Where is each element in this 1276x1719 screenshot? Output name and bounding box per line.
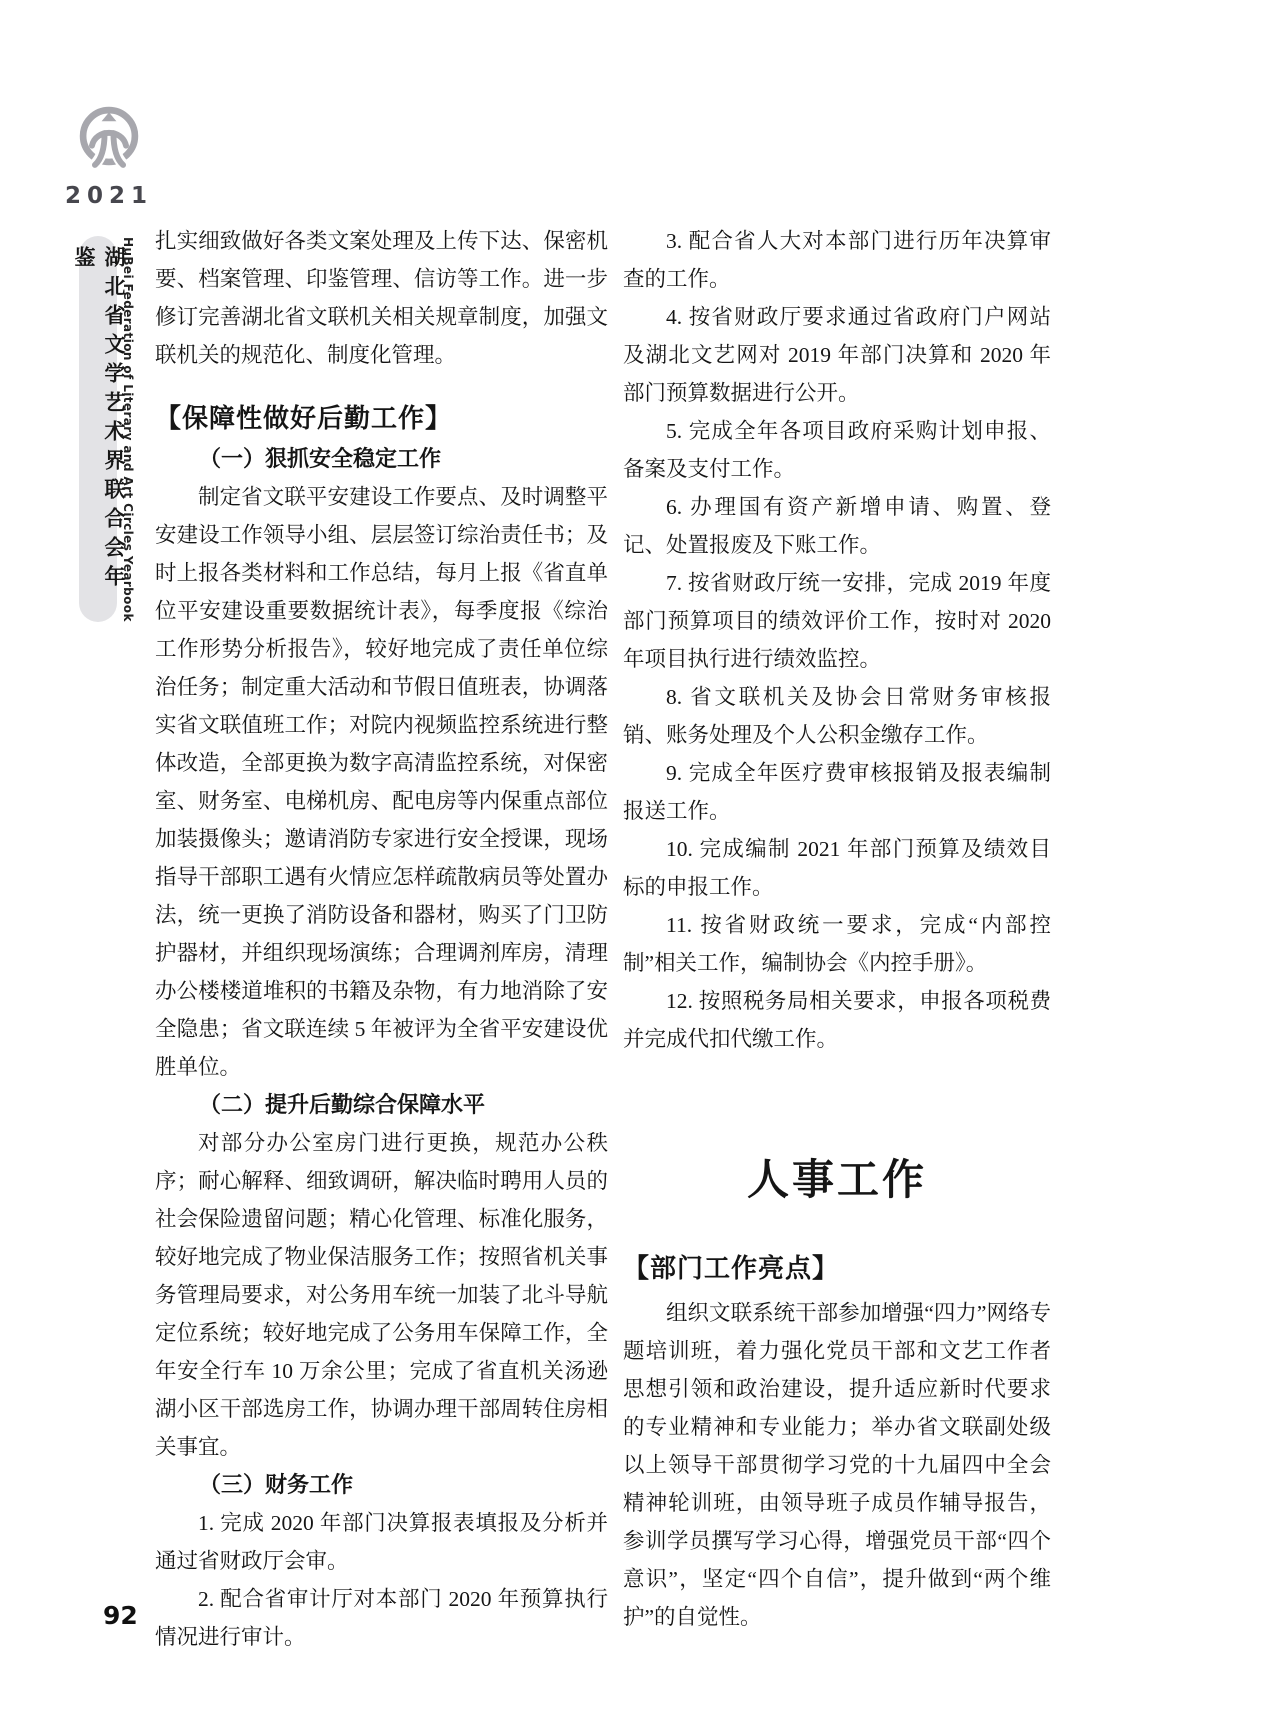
left-column [155,222,608,1656]
paragraph-support: 对部分办公室房门进行更换，规范办公秩序；耐心解释、细致调研，解决临时聘用人员的社会保险遗留问题；精心化管理、标准化服务，较好地完成了物业保洁服务工作；按照省机关事务管理局要求，对公务用车统一加装了北斗导航定位系统；较好地完成了公务用车保障工作，全年安全行车 10 万余公里；完成了省直机关汤逊湖小区干部选房工作，协调办理干部周转住房相关事宜。 [155,1131,608,1459]
federation-emblem-icon [70,163,148,180]
finance-item-2: 2. 配合省审计厅对本部门 2020 年预算执行情况进行审计。 [155,1587,608,1649]
right-column [623,222,1051,1656]
subsection-heading-2: （二）提升后勤综合保障水平 [199,1092,486,1117]
subsection-heading-1: （一）狠抓安全稳定工作 [199,446,442,471]
sidebar-title-cn: 湖北省文学艺术界联合会年鉴 [72,246,125,594]
paragraph-highlights: 组织文联系统干部参加增强“四力”网络专题培训班，着力强化党员干部和文艺工作者思想引领和政治建设，提升适应新时代要求的专业精神和专业能力；举办省文联副处级以上领导干部贯彻学习党的十九届四中全会精神轮训班，由领导班子成员作辅导报告，参训学员撰写学习心得，增强党员干部“四个意识”，坚定“四个自信”，提升做到“两个维护”的自觉性。 [623,1301,1051,1629]
sidebar-title-bar [72,236,125,622]
finance-item-8: 8. 省文联机关及协会日常财务审核报销、账务处理及个人公积金缴存工作。 [623,685,1051,747]
finance-item-11: 11. 按省财政统一要求，完成“内部控制”相关工作，编制协会《内控手册》。 [623,913,1051,975]
chapter-title-personnel: 人事工作 [746,1156,927,1203]
finance-item-1: 1. 完成 2020 年部门决算报表填报及分析并通过省财政厅会审。 [155,1511,608,1573]
page-content [155,222,1051,1656]
section-heading-logistics: 【保障性做好后勤工作】 [155,403,453,433]
finance-item-9: 9. 完成全年医疗费审核报销及报表编制报送工作。 [623,761,1051,823]
finance-item-3: 3. 配合省人大对本部门进行历年决算审查的工作。 [623,229,1051,291]
finance-item-6: 6. 办理国有资产新增申请、购置、登记、处置报废及下账工作。 [623,495,1051,557]
finance-item-4: 4. 按省财政厅要求通过省政府门户网站及湖北文艺网对 2019 年部门决算和 2020 年部门预算数据进行公开。 [623,305,1051,405]
section-heading-highlights: 【部门工作亮点】 [623,1253,840,1283]
finance-item-10: 10. 完成编制 2021 年部门预算及绩效目标的申报工作。 [623,837,1051,899]
finance-item-7: 7. 按省财政厅统一安排，完成 2019 年度部门预算项目的绩效评价工作，按时对 2020 年项目执行进行绩效监控。 [623,571,1051,671]
paragraph-security: 制定省文联平安建设工作要点、及时调整平安建设工作领导小组、层层签订综治责任书；及时上报各类材料和工作总结，每月上报《省直单位平安建设重要数据统计表》，每季度报《综治工作形势分析报告》，较好地完成了责任单位综治任务；制定重大活动和节假日值班表，协调落实省文联值班工作；对院内视频监控系统进行整体改造，全部更换为数字高清监控系统，对保密室、财务室、电梯机房、配电房等内保重点部位加装摄像头；邀请消防专家进行安全授课，现场指导干部职工遇有火情应怎样疏散病员等处置办法，统一更换了消防设备和器材，购买了门卫防护器材，并组织现场演练；合理调剂库房，清理办公楼楼道堆积的书籍及杂物，有力地消除了安全隐患；省文联连续 5 年被评为全省平安建设优胜单位。 [155,485,608,1079]
finance-item-12: 12. 按照税务局相关要求，申报各项税费并完成代扣代缴工作。 [623,989,1051,1051]
page-number: 92 [103,1601,138,1630]
finance-item-5: 5. 完成全年各项目政府采购计划申报、备案及支付工作。 [623,419,1051,481]
year-label: 2021 [64,183,153,209]
sidebar-title-en: HuBei Federation of Literary and Art Circles Yearbook [121,237,135,622]
intro-paragraph: 扎实细致做好各类文案处理及上传下达、保密机要、档案管理、印鉴管理、信访等工作。进一步修订完善湖北省文联机关相关规章制度，加强文联机关的规范化、制度化管理。 [155,229,608,367]
brand-block [64,102,154,209]
subsection-heading-3: （三）财务工作 [199,1472,354,1497]
